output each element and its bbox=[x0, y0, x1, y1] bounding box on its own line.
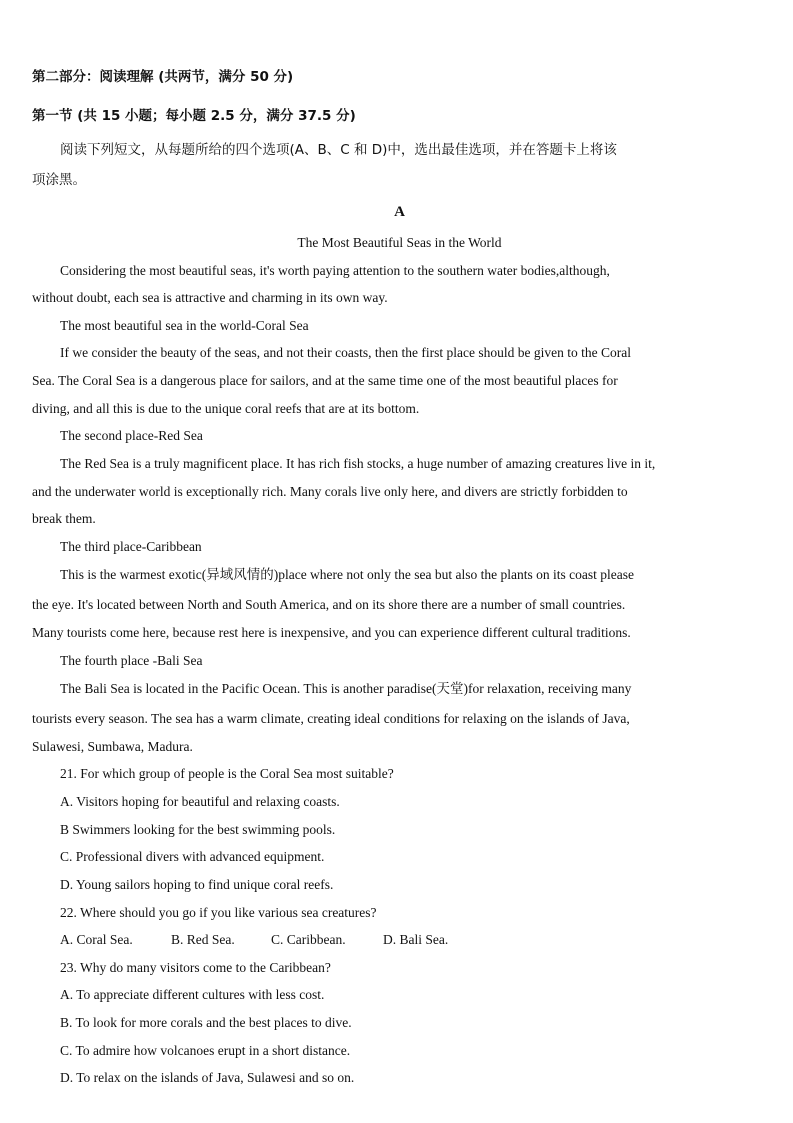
section-title: 第一节 (共 15 小题；每小题 2.5 分，满分 37.5 分) bbox=[32, 108, 356, 124]
question-21-option-c: C. Professional divers with advanced equipment. bbox=[60, 849, 325, 864]
part-title: 第二部分：阅读理解 (共两节，满分 50 分) bbox=[32, 69, 294, 85]
passage-title: The Most Beautiful Seas in the World bbox=[297, 235, 502, 250]
question-23-stem: 23. Why do many visitors come to the Caribbean? bbox=[60, 960, 331, 975]
question-23-option-a: A. To appreciate different cultures with less cost. bbox=[60, 987, 325, 1002]
passage-line: the eye. It's located between North and South America, and on its shore there are a number of small countries. bbox=[32, 597, 626, 612]
exam-page bbox=[32, 0, 767, 1123]
passage-subheading: The second place-Red Sea bbox=[60, 428, 203, 443]
question-22-option-d: D. Bali Sea. bbox=[383, 932, 449, 947]
instructions-line-1: 阅读下列短文，从每题所给的四个选项(A、B、C 和 D)中，选出最佳选项，并在答题卡上将该 bbox=[60, 142, 617, 158]
question-23-option-d: D. To relax on the islands of Java, Sulawesi and so on. bbox=[60, 1070, 355, 1085]
question-21-stem: 21. For which group of people is the Coral Sea most suitable? bbox=[60, 766, 394, 781]
passage-line: tourists every season. The sea has a warm climate, creating ideal conditions for relaxing on the islands of Java, bbox=[32, 711, 630, 726]
question-22-stem: 22. Where should you go if you like various sea creatures? bbox=[60, 905, 377, 920]
passage-line: This is the warmest exotic(异域风情的)place where not only the sea but also the plants on its coast please bbox=[60, 567, 634, 582]
passage-line: If we consider the beauty of the seas, and not their coasts, then the first place should be given to the Coral bbox=[60, 345, 631, 360]
passage-subheading: The fourth place -Bali Sea bbox=[60, 653, 203, 668]
passage-line: without doubt, each sea is attractive and charming in its own way. bbox=[32, 290, 388, 305]
passage-line: Considering the most beautiful seas, it's worth paying attention to the southern water bodies,although, bbox=[60, 263, 610, 278]
question-23-option-b: B. To look for more corals and the best places to dive. bbox=[60, 1015, 352, 1030]
passage-line: The Bali Sea is located in the Pacific Ocean. This is another paradise(天堂)for relaxation, receiving many bbox=[60, 681, 632, 696]
passage-line: Sulawesi, Sumbawa, Madura. bbox=[32, 739, 193, 754]
question-22-options bbox=[60, 931, 767, 949]
passage-line: The Red Sea is a truly magnificent place. It has rich fish stocks, a huge number of amazing creatures live in it, bbox=[60, 456, 656, 471]
question-21-option-d: D. Young sailors hoping to find unique coral reefs. bbox=[60, 877, 334, 892]
question-21-option-a: A. Visitors hoping for beautiful and relaxing coasts. bbox=[60, 794, 340, 809]
question-21-option-b: B Swimmers looking for the best swimming pools. bbox=[60, 822, 336, 837]
question-22-option-a: A. Coral Sea. bbox=[60, 932, 133, 947]
passage-label: A bbox=[394, 204, 405, 220]
passage-subheading: The most beautiful sea in the world-Coral Sea bbox=[60, 318, 309, 333]
instructions-line-2: 项涂黑。 bbox=[32, 172, 86, 188]
question-22-option-c: C. Caribbean. bbox=[271, 932, 346, 947]
passage-line: break them. bbox=[32, 511, 96, 526]
question-22-option-b: B. Red Sea. bbox=[171, 932, 235, 947]
passage-line: Sea. The Coral Sea is a dangerous place for sailors, and at the same time one of the most beautiful places for bbox=[32, 373, 618, 388]
passage-subheading: The third place-Caribbean bbox=[60, 539, 202, 554]
question-23-option-c: C. To admire how volcanoes erupt in a short distance. bbox=[60, 1043, 351, 1058]
passage-line: Many tourists come here, because rest here is inexpensive, and you can experience different cultural traditions. bbox=[32, 625, 631, 640]
passage-line: and the underwater world is exceptionally rich. Many corals live only here, and divers are strictly forbidden to bbox=[32, 484, 628, 499]
passage-line: diving, and all this is due to the unique coral reefs that are at its bottom. bbox=[32, 401, 420, 416]
